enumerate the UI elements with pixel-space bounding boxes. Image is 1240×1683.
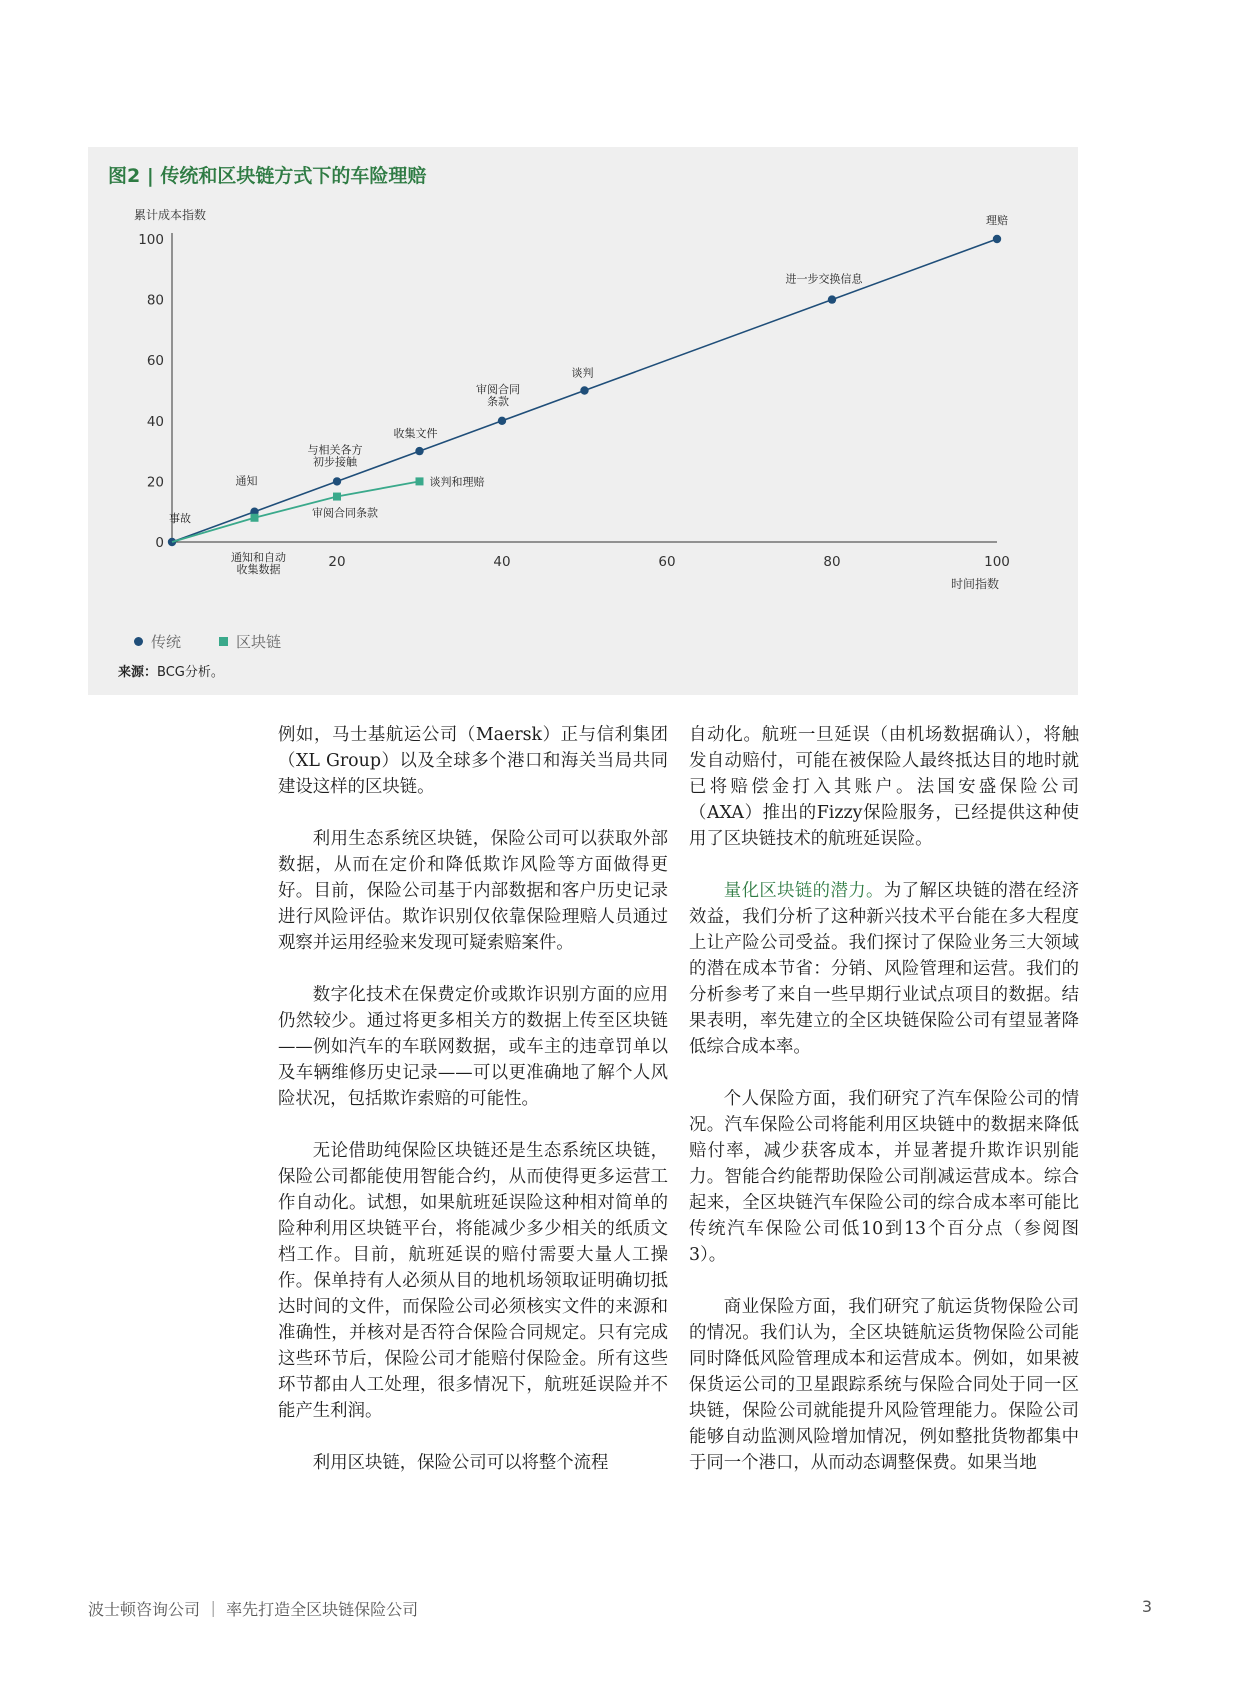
left-paragraph-3: 数字化技术在保费定价或欺诈识别方面的应用仍然较少。通过将更多相关方的数据上传至区块链——例如汽车的车联网数据，或车主的违章罚单以及车辆维修历史记录——可以更准确地了解个人风险状况，包括欺诈索赔的可能性。 bbox=[278, 985, 668, 1109]
y-tick-label: 60 bbox=[146, 353, 164, 370]
blockchain-point-label: 谈判和理赔 bbox=[429, 475, 485, 489]
y-tick-label: 100 bbox=[138, 232, 164, 248]
blockchain-point bbox=[416, 477, 424, 485]
traditional-point bbox=[580, 386, 588, 394]
traditional-point-label: 谈判 bbox=[571, 366, 594, 380]
legend-traditional-marker bbox=[134, 637, 143, 646]
traditional-point-label: 与相关各方初步接触 bbox=[307, 443, 363, 469]
blockchain-point-label: 审阅合同条款 bbox=[312, 506, 378, 520]
left-paragraph-5: 利用区块链，保险公司可以将整个流程 bbox=[312, 1453, 609, 1473]
right-paragraph-1: 自动化。航班一旦延误（由机场数据确认），将触发自动赔付，可能在被保险人最终抵达目的地时就已将赔偿金打入其账户。法国安盛保险公司（AXA）推出的Fizzy保险服务，已经提供这种使用了区块链技术的航班延误险。 bbox=[689, 725, 1079, 849]
source-text: BCG分析。 bbox=[157, 665, 224, 680]
blockchain-point-label: 通知和自动收集数据 bbox=[231, 550, 286, 576]
left-paragraph-4: 无论借助纯保险区块链还是生态系统区块链，保险公司都能使用智能合约，从而使得更多运营工作自动化。试想，如果航班延误险这种相对简单的险种利用区块链平台，将能减少多少相关的纸质文档工作。目前，航班延误的赔付需要大量人工操作。保单持有人必须从目的地机场领取证明确切抵达时间的文件，而保险公司必须核实文件的来源和准确性，并核对是否符合保险合同规定。只有完成这些环节后，保险公司才能赔付保险金。所有这些环节都由人工处理，很多情况下，航班延误险并不能产生利润。 bbox=[278, 1141, 668, 1421]
blockchain-line bbox=[172, 481, 420, 542]
blockchain-point bbox=[333, 493, 341, 501]
chart-legend bbox=[134, 631, 281, 652]
y-tick-label: 80 bbox=[146, 292, 164, 309]
x-tick-label: 60 bbox=[658, 554, 676, 570]
traditional-point-label: 收集文件 bbox=[393, 427, 438, 441]
right-paragraph-3: 个人保险方面，我们研究了汽车保险公司的情况。汽车保险公司将能利用区块链中的数据来降低赔付率，减少获客成本，并显著提升欺诈识别能力。智能合约能帮助保险公司削减运营成本。综合起来，全区块链汽车保险公司的综合成本率可能比传统汽车保险公司低10到13个百分点（参阅图3）。 bbox=[689, 1089, 1079, 1265]
legend-traditional-label: 传统 bbox=[151, 633, 182, 651]
y-axis-label: 累计成本指数 bbox=[134, 208, 207, 222]
figure-panel bbox=[88, 147, 1078, 695]
traditional-point-label: 事故 bbox=[169, 512, 191, 525]
right-paragraph-4: 商业保险方面，我们研究了航运货物保险公司的情况。我们认为，全区块链航运货物保险公司能同时降低风险管理成本和运营成本。例如，如果被保货运公司的卫星跟踪系统与保险合同处于同一区块链，保险公司就能提升风险管理能力。保险公司能够自动监测风险增加情况，例如整批货物都集中于同一个港口，从而动态调整保费。如果当地 bbox=[689, 1297, 1079, 1473]
section-lead: 量化区块链的潜力。 bbox=[723, 881, 884, 901]
legend-blockchain-label: 区块链 bbox=[236, 633, 282, 651]
y-tick-label: 40 bbox=[146, 413, 164, 430]
x-tick-label: 100 bbox=[984, 554, 1010, 570]
legend-blockchain-marker bbox=[219, 637, 228, 646]
legend-blockchain bbox=[219, 631, 281, 652]
x-tick-label: 40 bbox=[493, 554, 511, 570]
right-paragraph-2 bbox=[689, 878, 1079, 1060]
figure-title: 图2 | 传统和区块链方式下的车险理赔 bbox=[108, 165, 427, 187]
traditional-point-label: 通知 bbox=[235, 474, 258, 488]
x-axis-label: 时间指数 bbox=[950, 577, 999, 591]
y-tick-label: 0 bbox=[155, 535, 164, 551]
figure-source bbox=[118, 661, 224, 680]
left-paragraph-1: 例如，马士基航运公司（Maersk）正与信利集团（XL Group）以及全球多个港口和海关当局共同建设这样的区块链。 bbox=[278, 725, 668, 797]
traditional-point bbox=[498, 417, 506, 425]
section-lead-rest: 为了解区块链的潜在经济效益，我们分析了这种新兴技术平台能在多大程度上让产险公司受益。我们探讨了保险业务三大领域的潜在成本节省：分销、风险管理和运营。我们的分析参考了来自一些早期行业试点项目的数据。结果表明，率先建立的全区块链保险公司有望显著降低综合成本率。 bbox=[689, 881, 1079, 1057]
traditional-point-label: 审阅合同条款 bbox=[476, 382, 520, 408]
footer-text: 波士顿咨询公司 ｜ 率先打造全区块链保险公司 bbox=[88, 1600, 419, 1619]
traditional-point bbox=[415, 447, 423, 455]
page-number: 3 bbox=[1141, 1597, 1152, 1616]
traditional-point-label: 进一步交换信息 bbox=[785, 272, 863, 286]
left-column bbox=[278, 722, 668, 1502]
y-tick-label: 20 bbox=[146, 474, 164, 491]
left-paragraph-2: 利用生态系统区块链，保险公司可以获取外部数据，从而在定价和降低欺诈风险等方面做得更好。目前，保险公司基于内部数据和客户历史记录进行风险评估。欺诈识别仅依靠保险理赔人员通过观察并运用经验来发现可疑索赔案件。 bbox=[278, 829, 668, 953]
traditional-point bbox=[828, 295, 836, 303]
right-column bbox=[689, 722, 1079, 1502]
source-label: 来源： bbox=[118, 665, 158, 680]
legend-traditional bbox=[134, 631, 181, 652]
traditional-point bbox=[333, 477, 341, 485]
x-tick-label: 20 bbox=[328, 554, 346, 570]
x-tick-label: 80 bbox=[823, 554, 841, 570]
blockchain-point bbox=[251, 514, 259, 522]
traditional-point bbox=[993, 235, 1001, 243]
traditional-point-label: 理赔 bbox=[986, 214, 1008, 227]
cost-index-chart bbox=[88, 147, 1078, 627]
